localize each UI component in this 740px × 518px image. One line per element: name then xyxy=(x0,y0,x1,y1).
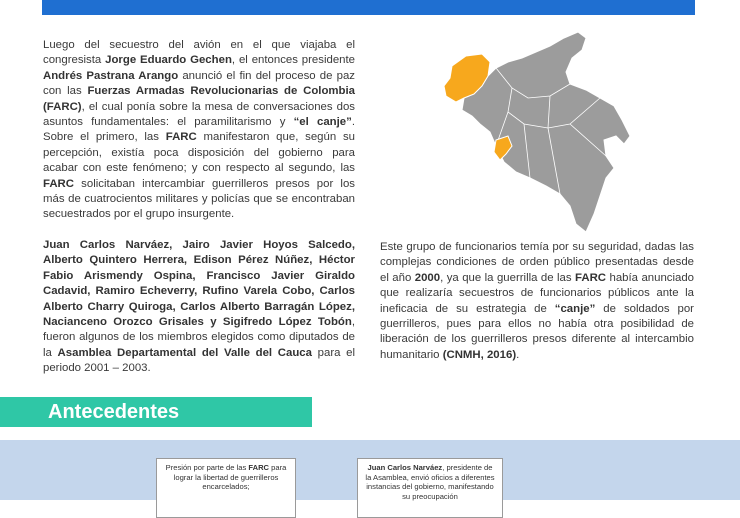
deputies-paragraph: Juan Carlos Narváez, Jairo Javier Hoyos Salcedo, Alberto Quintero Herrera, Edison Pérez Núñez, Héctor Fabio Arismendy Ospina, Francisco Javier Giraldo Cadavid, Ramiro Echeverry, Rufino Varela Cobo, Carlos Alberto Charry Quiroga, Carlos Alberto Barragán López, Nacianceno Orozco Grisales y Sigifredo López Tobón, fueron algunos de los miembros elegidos como diputados de la Asamblea Departamental del Valle del Cauca para el periodo 2001 – 2003. xyxy=(43,238,355,375)
security-paragraph: Este grupo de funcionarios temía por su seguridad, dadas las complejas condiciones de orden público presentadas desde el año 2000, ya que la guerrilla de las FARC había anunciado que realizaría secuestros de funcionarios públicos ante la ineficacia de su estrategia de “canje” de soldados por guerrilleros, pues para ellos no había otra posibilidad de liberación de los guerrilleros presos diferente al intercambio humanitario (CNMH, 2016). xyxy=(380,241,695,361)
top-banner xyxy=(42,0,695,15)
section-header xyxy=(0,397,312,427)
left-column xyxy=(43,38,355,392)
section-title: Antecedentes xyxy=(48,401,180,423)
colombia-map xyxy=(400,28,640,238)
right-column xyxy=(380,240,694,363)
intro-paragraph: Luego del secuestro del avión en el que viajaba el congresista Jorge Eduardo Gechen, el entonces presidente Andrés Pastrana Arango anunció el fin del proceso de paz con las Fuerzas Armadas Revolucionarias de Colombia (FARC), el cual ponía sobre la mesa de conversaciones dos asuntos fundamentales: el paramilitarismo y “el canje”. Sobre el primero, las FARC manifestaron que, según su percepción, existía poca disposición del gobierno para acabar con este fenómeno; y con respecto al segundo, las FARC solicitaban intercambiar guerrilleros presos por los más de cuatrocientos militares y policías que se encontraban secuestrados por el grupo insurgente. xyxy=(43,39,356,221)
timeline-box-2: Juan Carlos Narváez, presidente de la Asamblea, envió oficios a diferentes instancias del gobierno, manifestando su preocupación xyxy=(357,458,503,518)
timeline-box-1: Presión por parte de las FARC para lograr la libertad de guerrilleros encarcelados; xyxy=(156,458,296,518)
